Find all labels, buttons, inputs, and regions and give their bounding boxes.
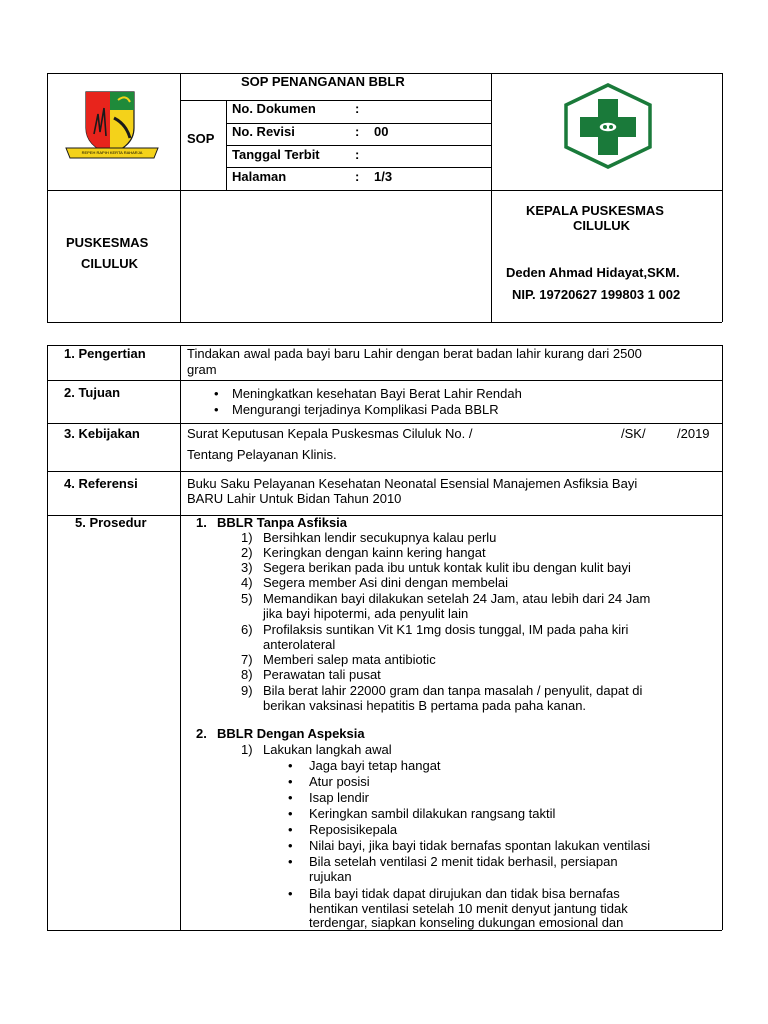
kebijakan-text: /SK/ [621,426,646,441]
pengertian-text: gram [187,362,217,377]
step-text: Memandikan bayi dilakukan setelah 24 Jam, atau lebih dari 24 Jam [263,591,651,606]
bullet-icon: • [288,758,293,773]
referensi-text: BARU Lahir Untuk Bidan Tahun 2010 [187,491,402,506]
prosedur-part-title: BBLR Tanpa Asfiksia [217,515,348,530]
pengertian-text: Tindakan awal pada bayi baru Lahir dengan berat badan lahir kurang dari 2500 [187,346,642,361]
step-text: Lakukan langkah awal [263,742,392,757]
bullet-icon: • [214,386,219,401]
step-number: 9) [241,683,253,698]
field-value: 00 [374,124,389,139]
emblem-motto: REPEH RAPIH KERTA RAHARJA [81,150,143,155]
step-text: Bila berat lahir 22000 gram dan tanpa masalah / penyulit, dapat di [263,683,643,698]
sop-label: SOP [187,131,215,146]
step-text: Keringkan dengan kainn kering hangat [263,545,486,560]
step-text: Profilaksis suntikan Vit K1 1mg dosis tunggal, IM pada paha kiri [263,622,629,637]
sop-title: SOP PENANGANAN BBLR [241,74,405,89]
bullet-text: Isap lendir [309,790,369,805]
field-sep: : [355,169,360,184]
section-label-referensi: 4. Referensi [64,476,138,491]
section-label-kebijakan: 3. Kebijakan [64,426,140,441]
field-value: 1/3 [374,169,393,184]
prosedur-part-title: BBLR Dengan Aspeksia [217,726,365,741]
field-sep: : [355,101,360,116]
bullet-text: Atur posisi [309,774,370,789]
bullet-text: terdengar, siapkan konseling dukungan emosional dan [309,915,624,930]
step-text: anterolateral [263,637,336,652]
field-label: Halaman [232,169,287,184]
bullet-icon: • [214,402,219,417]
step-number: 4) [241,575,253,590]
step-text: Perawatan tali pusat [263,667,381,682]
regency-emblem-icon [64,88,160,164]
bullet-text: Bila bayi tidak dapat dirujukan dan tidak bisa bernafas [309,886,620,901]
bullet-icon: • [288,838,293,853]
step-text: Bersihkan lendir secukupnya kalau perlu [263,530,497,545]
tujuan-item: Meningkatkan kesehatan Bayi Berat Lahir Rendah [232,386,522,401]
bullet-icon: • [288,854,293,869]
puskesmas-cross-icon [562,83,654,169]
prosedur-part-num: 1. [196,515,207,530]
bullet-text: hentikan ventilasi setelah 10 menit denyut jantung tidak [309,901,628,916]
field-label: No. Dokumen [232,101,316,116]
field-sep: : [355,147,360,162]
bullet-text: Reposisikepala [309,822,398,837]
kebijakan-text: Surat Keputusan Kepala Puskesmas Ciluluk No. / [187,426,473,441]
bullet-icon: • [288,790,293,805]
section-label-tujuan: 2. Tujuan [64,385,121,400]
kebijakan-text: /2019 [677,426,710,441]
step-number: 5) [241,591,253,606]
org-name-line2: CILULUK [81,256,139,271]
bullet-text: rujukan [309,869,352,884]
bullet-text: Jaga bayi tetap hangat [309,758,441,773]
org-name-line1: PUSKESMAS [66,235,149,250]
referensi-text: Buku Saku Pelayanan Kesehatan Neonatal Esensial Manajemen Asfiksia Bayi [187,476,638,491]
step-text: berikan vaksinasi hepatitis B pertama pada paha kanan. [263,698,587,713]
step-number: 1) [241,742,253,757]
field-sep: : [355,124,360,139]
bullet-icon: • [288,822,293,837]
bullet-text: Nilai bayi, jika bayi tidak bernafas spontan lakukan ventilasi [309,838,651,853]
step-text: Segera member Asi dini dengan membelai [263,575,508,590]
step-number: 3) [241,560,253,575]
bullet-icon: • [288,774,293,789]
bullet-text: Keringkan sambil dilakukan rangsang taktil [309,806,556,821]
section-label-pengertian: 1. Pengertian [64,346,146,361]
section-label-prosedur: 5. Prosedur [75,515,147,530]
head-name: Deden Ahmad Hidayat,SKM. [506,265,680,280]
head-title-line2: CILULUK [573,218,631,233]
field-label: No. Revisi [232,124,295,139]
step-number: 1) [241,530,253,545]
step-number: 2) [241,545,253,560]
prosedur-part-num: 2. [196,726,207,741]
kebijakan-text: Tentang Pelayanan Klinis. [187,447,337,462]
bullet-text: Bila setelah ventilasi 2 menit tidak berhasil, persiapan [309,854,618,869]
bullet-icon: • [288,886,293,901]
bullet-icon: • [288,806,293,821]
step-number: 7) [241,652,253,667]
head-title-line1: KEPALA PUSKESMAS [526,203,664,218]
step-number: 6) [241,622,253,637]
field-label: Tanggal Terbit [232,147,320,162]
step-text: Memberi salep mata antibiotic [263,652,436,667]
step-text: Segera berikan pada ibu untuk kontak kulit ibu dengan kulit bayi [263,560,631,575]
step-text: jika bayi hipotermi, ada penyulit lain [263,606,469,621]
step-number: 8) [241,667,253,682]
tujuan-item: Mengurangi terjadinya Komplikasi Pada BBLR [232,402,499,417]
head-nip: NIP. 19720627 199803 1 002 [512,287,681,302]
